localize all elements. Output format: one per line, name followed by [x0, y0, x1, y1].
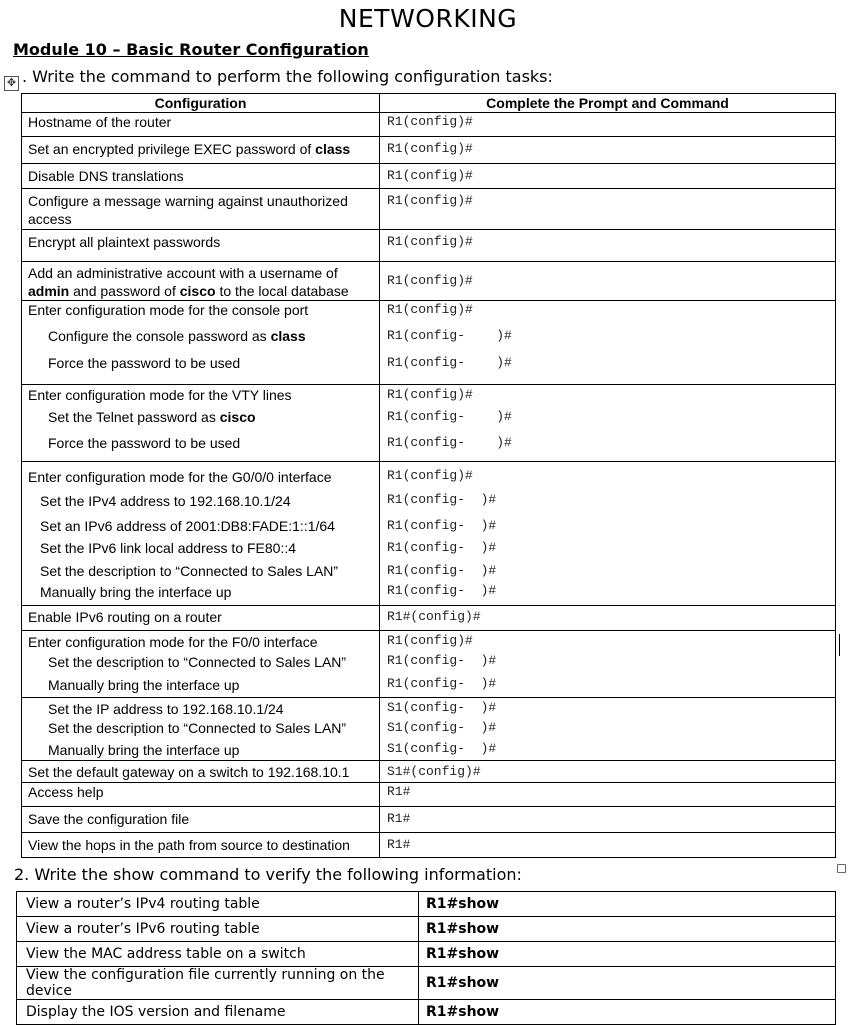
- table-row: [22, 137, 836, 164]
- task-cell: Configure a message warning against unauthorized access: [22, 189, 380, 230]
- header-prompt-command: Complete the Prompt and Command: [380, 94, 836, 113]
- command-cell[interactable]: R1#show: [419, 967, 836, 1000]
- task-cell: Save the configuration file: [22, 807, 380, 833]
- command-cell[interactable]: R1(config)#: [380, 113, 836, 137]
- text-cursor: [839, 634, 840, 656]
- command-cell[interactable]: R1(config)# R1(config- )# R1(config- )#: [380, 301, 836, 385]
- table-row: [22, 301, 836, 385]
- show-command-table: [16, 891, 836, 1025]
- config-table: [21, 93, 836, 858]
- task-cell: Enable IPv6 routing on a router: [22, 606, 380, 631]
- table-row: [17, 942, 836, 967]
- task-cell: Hostname of the router: [22, 113, 380, 137]
- table-row: [17, 1000, 836, 1025]
- question-2: 2. Write the show command to verify the following information:: [14, 865, 522, 884]
- command-cell[interactable]: S1#(config)#: [380, 761, 836, 783]
- task-cell: Enter configuration mode for the console port Configure the console password as class Force the password to be used: [22, 301, 380, 385]
- table-row: [22, 833, 836, 858]
- task-cell: Add an administrative account with a username of admin and password of cisco to the local database: [22, 262, 380, 301]
- table-row: [22, 783, 836, 807]
- table-row: [22, 698, 836, 761]
- command-cell[interactable]: R1#show: [419, 917, 836, 942]
- task-cell: View a router’s IPv6 routing table: [17, 917, 419, 942]
- command-cell[interactable]: R1(config)#: [380, 230, 836, 262]
- task-cell: Set the default gateway on a switch to 192.168.10.1: [22, 761, 380, 783]
- question-1: . Write the command to perform the following configuration tasks:: [22, 67, 553, 86]
- command-cell[interactable]: R1(config)# R1(config- )# R1(config- )#: [380, 631, 836, 698]
- task-cell: View the MAC address table on a switch: [17, 942, 419, 967]
- module-heading: Module 10 – Basic Router Configuration: [13, 40, 369, 59]
- task-cell: Access help: [22, 783, 380, 807]
- task-cell: Disable DNS translations: [22, 164, 380, 189]
- table-row: [22, 631, 836, 698]
- task-cell: Enter configuration mode for the VTY lines Set the Telnet password as cisco Force the password to be used: [22, 385, 380, 462]
- task-cell: Display the IOS version and filename: [17, 1000, 419, 1025]
- task-cell: Enter configuration mode for the G0/0/0 interface Set the IPv4 address to 192.168.10.1/24 Set an IPv6 address of 2001:DB8:FADE:1::1/64 Set the IPv6 link local address to FE80::4 Set the description to “Connected to Sales LAN” Manually bring the interface up: [22, 462, 380, 606]
- task-cell: View the configuration file currently running on the device: [17, 967, 419, 1000]
- command-cell[interactable]: R1(config)#: [380, 137, 836, 164]
- table-row: [22, 262, 836, 301]
- table-row: [17, 967, 836, 1000]
- command-cell[interactable]: R1#(config)#: [380, 606, 836, 631]
- command-cell[interactable]: R1#: [380, 783, 836, 807]
- header-configuration: Configuration: [22, 94, 380, 113]
- table-row: [22, 462, 836, 606]
- table-resize-handle-icon[interactable]: [837, 864, 846, 873]
- table-row: [22, 164, 836, 189]
- table-row: [22, 230, 836, 262]
- task-cell: Set the IP address to 192.168.10.1/24 Set the description to “Connected to Sales LAN” Manually bring the interface up: [22, 698, 380, 761]
- page-title: NETWORKING: [338, 4, 518, 33]
- command-cell[interactable]: R1(config)# R1(config- )# R1(config- )# R1(config- )# R1(config- )# R1(config- )#: [380, 462, 836, 606]
- command-cell[interactable]: R1(config)#: [380, 189, 836, 230]
- task-cell: View the hops in the path from source to destination: [22, 833, 380, 858]
- table-row: [17, 917, 836, 942]
- command-cell[interactable]: R1#show: [419, 1000, 836, 1025]
- table-row: [22, 807, 836, 833]
- command-cell[interactable]: R1(config)# R1(config- )# R1(config- )#: [380, 385, 836, 462]
- command-cell[interactable]: R1(config)#: [380, 164, 836, 189]
- task-cell: Set an encrypted privilege EXEC password of class: [22, 137, 380, 164]
- task-cell: Enter configuration mode for the F0/0 interface Set the description to “Connected to Sales LAN” Manually bring the interface up: [22, 631, 380, 698]
- table-move-handle-icon[interactable]: ✥: [4, 76, 19, 91]
- table-row: [22, 189, 836, 230]
- table-row: [17, 892, 836, 917]
- table-row: [22, 761, 836, 783]
- command-cell[interactable]: R1(config)#: [380, 262, 836, 301]
- task-cell: Encrypt all plaintext passwords: [22, 230, 380, 262]
- command-cell[interactable]: R1#: [380, 807, 836, 833]
- task-cell: View a router’s IPv4 routing table: [17, 892, 419, 917]
- table-row: [22, 385, 836, 462]
- command-cell[interactable]: S1(config- )# S1(config- )# S1(config- )#: [380, 698, 836, 761]
- command-cell[interactable]: R1#show: [419, 892, 836, 917]
- table-row: [22, 113, 836, 137]
- table-row: [22, 606, 836, 631]
- command-cell[interactable]: R1#: [380, 833, 836, 858]
- command-cell[interactable]: R1#show: [419, 942, 836, 967]
